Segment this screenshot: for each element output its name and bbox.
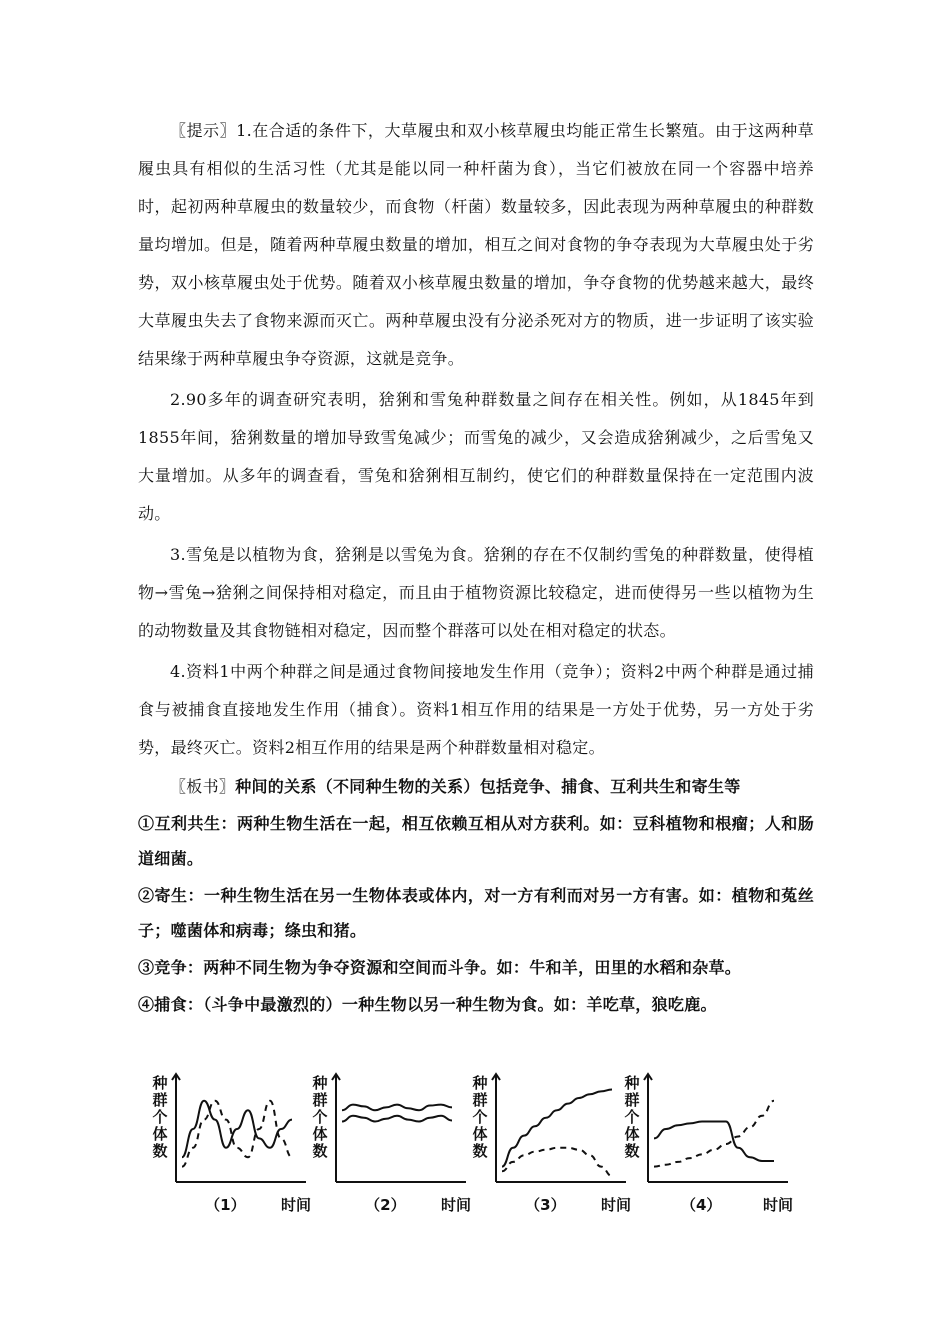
chart-xlabel: 时间: [280, 1196, 312, 1214]
hint-paragraph-4: 4.资料1中两个种群之间是通过食物间接地发生作用（竞争）；资料2中两个种群是通过捕食与被捕食直接地发生作用（捕食）。资料1相互作用的结果是一方处于优势，另一方处于劣势，最终灭亡。资料2相互作用的结果是两个种群数量相对稳定。: [138, 662, 814, 757]
chart-panel-label: （1）: [205, 1196, 246, 1214]
board-item-parasitism: ②寄生：一种生物生活在另一生物体表或体内，对一方有利而对另一方有害。如：植物和菟丝子；噬菌体和病毒；绦虫和猪。: [138, 886, 814, 940]
chart-panel-label: （3）: [525, 1196, 566, 1214]
series-line-2: [342, 1116, 452, 1122]
relationship-charts: [148, 1062, 808, 1222]
document-body: [138, 112, 814, 1022]
chart-ylabel: 种群个体数: [152, 1074, 168, 1160]
series-line-1: [182, 1101, 292, 1157]
charts-svg: [148, 1062, 808, 1222]
series-line-2: [502, 1148, 612, 1176]
chart-ylabel: 种群个体数: [624, 1074, 640, 1160]
chart-ylabel: 种群个体数: [312, 1074, 328, 1160]
series-line-1: [342, 1105, 452, 1111]
chart-panel-label: （4）: [680, 1196, 722, 1214]
board-title: 种间的关系（不同种生物的关系）包括竞争、捕食、互利共生和寄生等: [235, 777, 741, 796]
series-line-1: [502, 1090, 612, 1167]
series-line-1: [654, 1122, 774, 1162]
board-item-predation: ④捕食：（斗争中最激烈的）一种生物以另一种生物为食。如：羊吃草，狼吃鹿。: [138, 995, 717, 1014]
chart-xlabel: 时间: [762, 1196, 794, 1214]
chart-panel-4: [623, 1074, 793, 1214]
hint-paragraph-1: 〖提示〗1.在合适的条件下，大草履虫和双小核草履虫均能正常生长繁殖。由于这两种草履虫具有相似的生活习性（尤其是能以同一种杆菌为食），当它们被放在同一个容器中培养时，起初两种草履虫的数量较少，而食物（杆菌）数量较多，因此表现为两种草履虫的种群数量均增加。但是，随着两种草履虫数量的增加，相互之间对食物的争夺表现为大草履虫处于劣势，双小核草履虫处于优势。随着双小核草履虫数量的增加，争夺食物的优势越来越大，最终大草履虫失去了食物来源而灭亡。两种草履虫没有分泌杀死对方的物质，进一步证明了该实验结果缘于两种草履虫争夺资源，这就是竞争。: [138, 121, 814, 368]
board-item-mutualism: ①互利共生：两种生物生活在一起，相互依赖互相从对方获利。如：豆科植物和根瘤；人和肠道细菌。: [138, 814, 814, 868]
chart-panel-1: [151, 1074, 311, 1214]
board-tag: 〖板书〗: [170, 777, 236, 796]
board-heading: [138, 769, 814, 804]
chart-ylabel: 种群个体数: [472, 1074, 488, 1160]
chart-xlabel: 时间: [600, 1196, 632, 1214]
hint-paragraph-3: 3.雪兔是以植物为食，猞猁是以雪兔为食。猞猁的存在不仅制约雪兔的种群数量，使得植物→雪兔→猞猁之间保持相对稳定，而且由于植物资源比较稳定，进而使得另一些以植物为生的动物数量及其食物链相对稳定，因而整个群落可以处在相对稳定的状态。: [138, 545, 814, 640]
chart-panel-2: [311, 1074, 471, 1214]
board-item-competition: ③竞争：两种不同生物为争夺资源和空间而斗争。如：牛和羊，田里的水稻和杂草。: [138, 958, 742, 977]
hint-paragraph-2: 2.90多年的调查研究表明，猞猁和雪兔种群数量之间存在相关性。例如，从1845年到1855年间，猞猁数量的增加导致雪兔减少；而雪兔的减少，又会造成猞猁减少，之后雪兔又大量增加。从多年的调查看，雪兔和猞猁相互制约，使它们的种群数量保持在一定范围内波动。: [138, 390, 814, 523]
series-line-2: [654, 1101, 774, 1167]
chart-panel-label: （2）: [365, 1196, 406, 1214]
chart-xlabel: 时间: [440, 1196, 472, 1214]
chart-panel-3: [471, 1074, 631, 1214]
